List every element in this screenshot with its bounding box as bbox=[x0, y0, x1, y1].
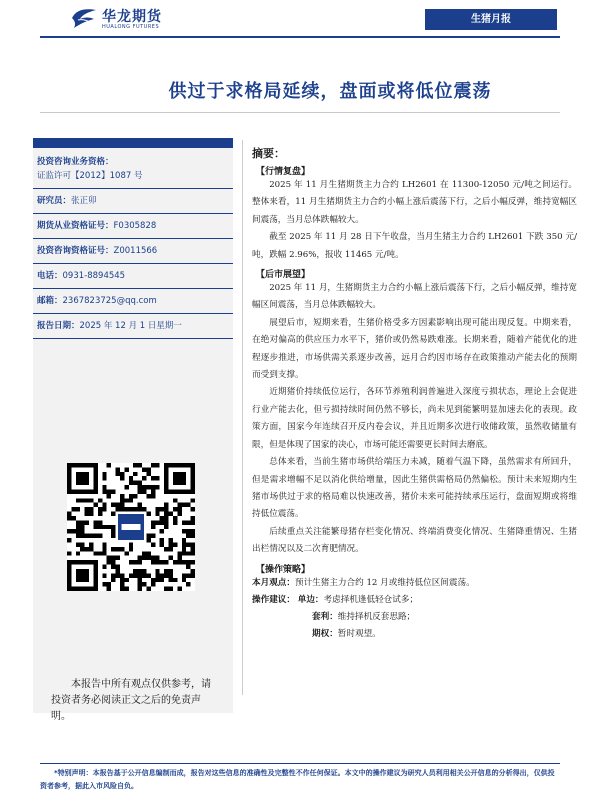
report-title: 供过于求格局延续，盘面或将低位震荡 bbox=[168, 81, 492, 102]
sidebar-row-date bbox=[33, 314, 233, 339]
advice-row bbox=[252, 626, 577, 643]
sidebar-row-advisory-cert bbox=[33, 239, 233, 264]
section-heading-review: 【行情复盘】 bbox=[256, 167, 311, 177]
sidebar-info-list bbox=[33, 150, 233, 339]
outlook-paragraph: 展望后市，短期来看，生猪价格受多方因素影响出现可能出现反复。中期来看，在绝对偏高的供应压力水平下，猪价或仍然易跌难涨。长期来看，随着产能优化的进程逐步推进，市场供需关系逐步改善，远月合约因市场存在政策推动产能去化的预期而受到支撑。 bbox=[252, 317, 577, 381]
dragon-logo-icon bbox=[70, 6, 98, 30]
advice-item-label: 期权： bbox=[312, 628, 338, 639]
abstract-title: 摘要： bbox=[252, 147, 285, 160]
row-label: 报告日期： bbox=[37, 321, 80, 331]
row-value: Z0011566 bbox=[113, 246, 158, 256]
advice-item-text: 维持择机反套思路； bbox=[337, 611, 416, 622]
section-heading-outlook: 【后市展望】 bbox=[256, 270, 311, 281]
advice-item-text: 考虑择机逢低轻仓试多； bbox=[323, 594, 419, 605]
column-divider bbox=[242, 140, 243, 695]
report-type-badge: 生猪月报 bbox=[425, 9, 557, 30]
page-header bbox=[0, 0, 600, 40]
header-divider bbox=[40, 36, 560, 38]
abstract-section bbox=[252, 145, 577, 643]
row-label: 投资咨询业务资格： bbox=[37, 157, 114, 167]
advice-item-text: 暂时观望。 bbox=[337, 628, 381, 639]
sidebar-row-email bbox=[33, 289, 233, 314]
advice-item-label: 单边： bbox=[297, 594, 324, 605]
review-paragraph: 2025 年 11 月生猪期货主力合约 LH2601 在 11300-12050 元/吨之间运行。整体来看，11 月生猪期货主力合约小幅上涨后震荡下行，之后小幅反弹，维持宽幅区间震荡，当月总体跌幅较大。 bbox=[252, 180, 577, 225]
brand-name-en: HUALONG FUTURES bbox=[102, 24, 160, 30]
outlook-paragraph: 2025 年 11 月，生猪期货主力合约小幅上涨后震荡下行，之后小幅反弹，维持宽幅区间震荡，当月总体跌幅较大。 bbox=[252, 283, 577, 311]
advice-label: 操作建议： bbox=[252, 594, 295, 605]
review-paragraph: 截至 2025 年 11 月 28 日下午收盘，当月生猪主力合约 LH2601 下跌 350 元/吨，跌幅 2.96%，报收 11465 元/吨。 bbox=[252, 232, 577, 260]
qr-code-icon bbox=[67, 463, 195, 591]
row-label: 电话： bbox=[37, 271, 63, 281]
row-label: 邮箱： bbox=[37, 296, 63, 306]
brand-name: 华龙期货 bbox=[102, 9, 162, 25]
advice-row bbox=[252, 592, 577, 609]
monthly-view-text: 预计生猪主力合约 12 月或维持低位区间震荡。 bbox=[294, 577, 475, 588]
row-value: F0305828 bbox=[113, 221, 157, 231]
advice-item-label: 套利： bbox=[312, 611, 338, 622]
sidebar-top-bar bbox=[33, 138, 233, 148]
monthly-view-label: 本月观点： bbox=[252, 577, 295, 588]
row-value: 0931-8894545 bbox=[62, 271, 126, 281]
monthly-view bbox=[252, 575, 577, 592]
title-divider bbox=[40, 112, 560, 113]
row-label: 投资咨询资格证号： bbox=[37, 246, 114, 256]
row-label: 研究员： bbox=[37, 196, 72, 206]
info-sidebar bbox=[33, 138, 233, 722]
row-value: 证监许可【2012】1087 号 bbox=[37, 171, 143, 181]
section-heading-strategy: 【操作策略】 bbox=[256, 564, 311, 575]
advice-row bbox=[252, 609, 577, 626]
outlook-paragraph: 总体来看，当前生猪市场供给端压力未减，随着气温下降，虽然需求有所回升，但是需求增幅不足以消化供给增量，因此生猪供需格局仍然偏松。预计未来短期内生猪市场供过于求的格局难以快速改善，猪价未来可能持续承压运行，盘面短期或将维持低位震荡。 bbox=[252, 457, 577, 520]
sidebar-disclaimer: 本报告中所有观点仅供参考，请投资者务必阅读正文之后的免责声明。 bbox=[51, 679, 211, 722]
row-label: 期货从业资格证号： bbox=[37, 221, 114, 231]
sidebar-row-researcher bbox=[33, 189, 233, 214]
sidebar-row-futures-cert bbox=[33, 214, 233, 239]
outlook-paragraph: 近期猪价持续低位运行，各环节养殖利润普遍进入深度亏损状态，理论上会促进行业产能去化，但亏损持续时间仍然不够长，尚未见到能繁明显加速去化的表现。政策方面，国家今年连续召开反内卷会议，并且近期多次进行收储政策，虽然收储量有限，但是体现了国家的决心，市场可能还需要更长时间去磨底。 bbox=[252, 387, 577, 450]
footer-disclaimer: *特别声明：本报告基于公开信息编制而成，报告对这些信息的准确性及完整性不作任何保证。本文中的操作建议为研究人员利用相关公开信息的分析得出，仅供投资者参考，据此入市风险自负。 bbox=[40, 769, 555, 790]
row-value: 张正卯 bbox=[71, 196, 97, 206]
footer-divider bbox=[40, 763, 560, 764]
outlook-paragraph: 后续重点关注能繁母猪存栏变化情况、终端消费变化情况、生猪降重情况、生猪出栏情况以及二次育肥情况。 bbox=[252, 526, 577, 555]
row-value: 2025 年 12 月 1 日星期一 bbox=[79, 321, 182, 331]
row-value: 2367823725@qq.com bbox=[62, 296, 157, 306]
sidebar-row-phone bbox=[33, 264, 233, 289]
sidebar-row-license bbox=[33, 150, 233, 189]
